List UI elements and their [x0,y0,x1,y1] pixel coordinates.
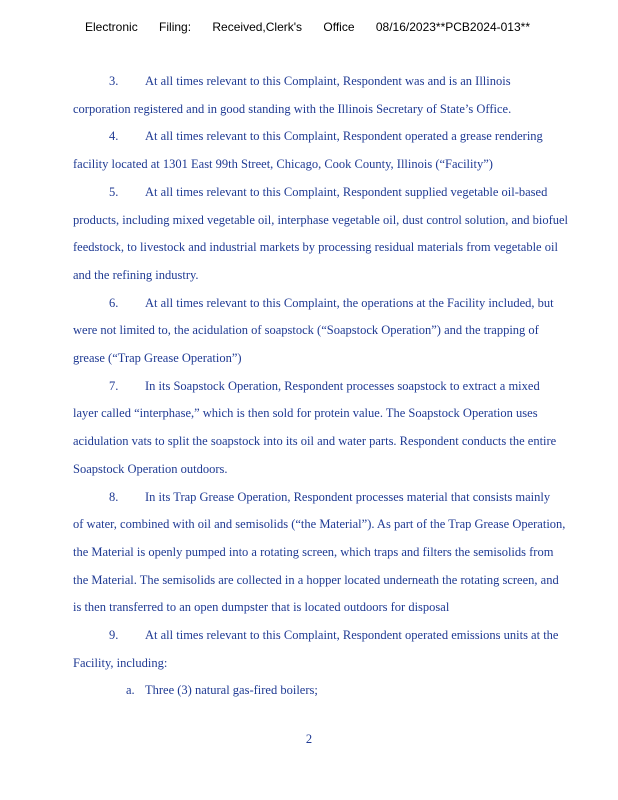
numbered-paragraph [73,484,613,623]
paragraph-line [73,207,613,235]
paragraph-line [73,373,613,401]
paragraph-text: Soapstock Operation outdoors. [73,461,228,476]
paragraph-number: 8. [109,489,119,504]
paragraph-line [73,511,613,539]
numbered-paragraph [73,179,613,290]
numbered-paragraph [73,123,613,178]
paragraph-line [73,567,613,595]
numbered-paragraph [73,68,613,123]
paragraph-number: 6. [109,295,119,310]
paragraph-text: At all times relevant to this Complaint, Respondent supplied vegetable oil-based [145,184,548,199]
paragraph-number: 3. [109,74,119,88]
paragraph-text: In its Trap Grease Operation, Respondent processes material that consists mainly [145,489,551,504]
paragraph-line [73,151,613,179]
paragraph-line [73,123,613,151]
paragraph-line [73,96,613,124]
paragraph-number: 9. [109,628,119,643]
paragraph-line [73,345,613,373]
sub-item-text: Three (3) natural gas-fired boilers; [145,683,318,698]
paragraph-text: At all times relevant to this Complaint, Respondent operated emissions units at the [145,628,559,643]
paragraph-text: At all times relevant to this Complaint, Respondent was and is an Illinois [145,74,511,88]
paragraph-text: is then transferred to an open dumpster that is located outdoors for disposal [73,600,450,615]
paragraph-line [73,622,613,650]
paragraph-text: corporation registered and in good standing with the Illinois Secretary of State’s Office. [73,101,512,116]
paragraph-text: In its Soapstock Operation, Respondent processes soapstock to extract a mixed [145,378,540,393]
sub-item-label: a. [126,683,135,698]
paragraph-text: acidulation vats to split the soapstock into its oil and water parts. Respondent conducts the entire [73,434,557,449]
paragraph-text: and the refining industry. [73,267,199,282]
paragraph-line [73,68,613,96]
sub-list-item [73,677,613,705]
paragraph-text: Facility, including: [73,655,168,670]
paragraph-text: were not limited to, the acidulation of soapstock (“Soapstock Operation”) and the trapping of [73,323,539,338]
paragraph-line [73,484,613,512]
paragraph-line [73,428,613,456]
paragraph-text: layer called “interphase,” which is then sold for protein value. The Soapstock Operation uses [73,406,538,421]
paragraph-line [73,317,613,345]
paragraph-text: the Material is openly pumped into a rotating screen, which traps and filters the semisolids from [73,544,554,559]
header-part: 08/16/2023**PCB2024-013** [375,20,530,34]
paragraph-line [73,594,613,622]
paragraph-text: of water, combined with oil and semisolids (“the Material”). As part of the Trap Grease Operation, [73,517,566,532]
paragraph-line [73,262,613,290]
paragraph-text: products, including mixed vegetable oil, interphase vegetable oil, dust control solution, and biofuel [73,212,569,227]
paragraph-line [73,179,613,207]
numbered-paragraph [73,622,613,677]
header-part: Received,Clerk's [212,20,303,34]
paragraph-text: feedstock, to livestock and industrial markets by processing residual materials from vegetable oil [73,240,558,255]
header-part: Office [323,20,355,34]
paragraph-number: 4. [109,129,119,144]
document-body [73,68,613,705]
paragraph-line [73,456,613,484]
paragraph-line [73,539,613,567]
paragraph-line [73,400,613,428]
paragraph-number: 5. [109,184,119,199]
paragraph-text: At all times relevant to this Complaint, the operations at the Facility included, but [145,295,554,310]
paragraph-number: 7. [109,378,119,393]
numbered-paragraph [73,290,613,373]
filing-header [85,20,548,34]
paragraph-line [73,290,613,318]
paragraph-text: grease (“Trap Grease Operation”) [73,351,242,366]
paragraph-text: the Material. The semisolids are collected in a hopper located underneath the rotating screen, and [73,572,559,587]
header-part: Electronic [85,20,138,34]
paragraph-text: At all times relevant to this Complaint, Respondent operated a grease rendering [145,129,543,144]
header-part: Filing: [159,20,192,34]
paragraph-line [73,234,613,262]
paragraph-line [73,650,613,678]
numbered-paragraph [73,373,613,484]
page-number: 2 [305,732,313,746]
paragraph-text: facility located at 1301 East 99th Street, Chicago, Cook County, Illinois (“Facility”) [73,157,493,172]
